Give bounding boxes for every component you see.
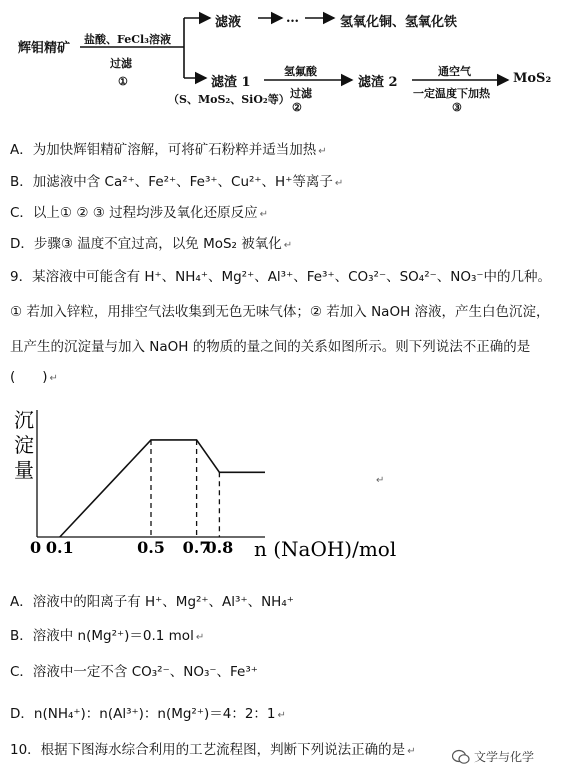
q10-stem: 10．根据下图海水综合利用的工艺流程图，判断下列说法正确的是 ↵: [10, 742, 416, 758]
q9-option-c: C．溶液中一定不含 CO₃²⁻、NO₃⁻、Fe³⁺: [10, 664, 258, 680]
flow-dots: …: [286, 11, 299, 26]
flow-residue1-composition: （S、MoS₂、SiO₂等）: [168, 93, 290, 106]
q9-stem-line2: ① 若加入锌粒，用排空气法收集到无色无味气体；② 若加入 NaOH 溶液，产生白色沉淀，: [10, 304, 550, 320]
flow-condition3: 一定温度下加热: [413, 87, 490, 100]
flow-step3: ③: [452, 101, 462, 114]
flow-filter1: 过滤: [110, 57, 132, 70]
flow-reagent3: 通空气: [438, 65, 471, 78]
flow-filter2: 过滤: [290, 87, 312, 100]
q8-option-c: C．以上① ② ③ 过程均涉及氧化还原反应 ↵: [10, 205, 268, 221]
q9-option-b: B．溶液中 n(Mg²⁺)＝0.1 mol ↵: [10, 628, 205, 644]
precipitate-curve: [60, 440, 265, 537]
ylabel-char-3: 量: [14, 458, 34, 482]
chart-marks: [46, 440, 265, 557]
flow-filtrate: 滤液: [215, 15, 242, 30]
q9-option-d: D．n(NH₄⁺)：n(Al³⁺)：n(Mg²⁺)＝4：2：1 ↵: [10, 706, 286, 722]
q9-stem-line3: 且产生的沉淀量与加入 NaOH 的物质的量之间的关系如图所示。则下列说法不正确的是: [10, 339, 531, 355]
flow-products1: 氢氧化铜、氢氧化铁: [340, 15, 458, 30]
ylabel-char-2: 淀: [14, 433, 34, 457]
flow-arrows: [0, 0, 563, 120]
flow-reagent2: 氢氟酸: [284, 65, 317, 78]
x-axis-label: n (NaOH)/mol: [254, 537, 397, 561]
flow-residue1: 滤渣 1: [211, 75, 251, 90]
flow-residue2: 滤渣 2: [358, 75, 398, 90]
wechat-icon: [452, 749, 470, 765]
watermark-text: 文学与化学: [474, 750, 535, 764]
x-tick-label: 0.7: [182, 538, 211, 557]
flow-step1: ①: [118, 75, 128, 88]
q9-stem-line4: ( ) ↵: [10, 369, 58, 385]
flow-step2: ②: [292, 101, 302, 114]
x-tick-label: 0.5: [137, 538, 165, 557]
q9-option-a: A．溶液中的阳离子有 H⁺、Mg²⁺、Al³⁺、NH₄⁺: [10, 594, 294, 610]
q8-option-a: A．为加快辉钼精矿溶解，可将矿石粉粹并适当加热 ↵: [10, 142, 327, 158]
q8-option-b: B．加滤液中含 Ca²⁺、Fe²⁺、Fe³⁺、Cu²⁺、H⁺等离子 ↵: [10, 174, 344, 190]
watermark: [452, 748, 534, 765]
flow-start: 辉钼精矿: [18, 41, 71, 56]
x-tick-label: 0.8: [205, 538, 234, 557]
x-tick-label: 0.1: [45, 538, 74, 557]
ylabel-char-1: 沉: [14, 408, 34, 432]
q9-stem-line1: 9．某溶液中可能含有 H⁺、NH₄⁺、Mg²⁺、Al³⁺、Fe³⁺、CO₃²⁻、SO₄²⁻、NO₃⁻中的几种。: [10, 269, 552, 285]
flow-reagent1: 盐酸、FeCl₃溶液: [84, 33, 171, 46]
flow-product: MoS₂: [513, 71, 552, 86]
chart-para-mark: ↵: [376, 475, 385, 486]
precipitate-chart: [0, 395, 420, 575]
origin-label: 0: [30, 538, 42, 557]
q8-option-d: D．步骤③ 温度不宜过高，以免 MoS₂ 被氧化 ↵: [10, 236, 293, 252]
